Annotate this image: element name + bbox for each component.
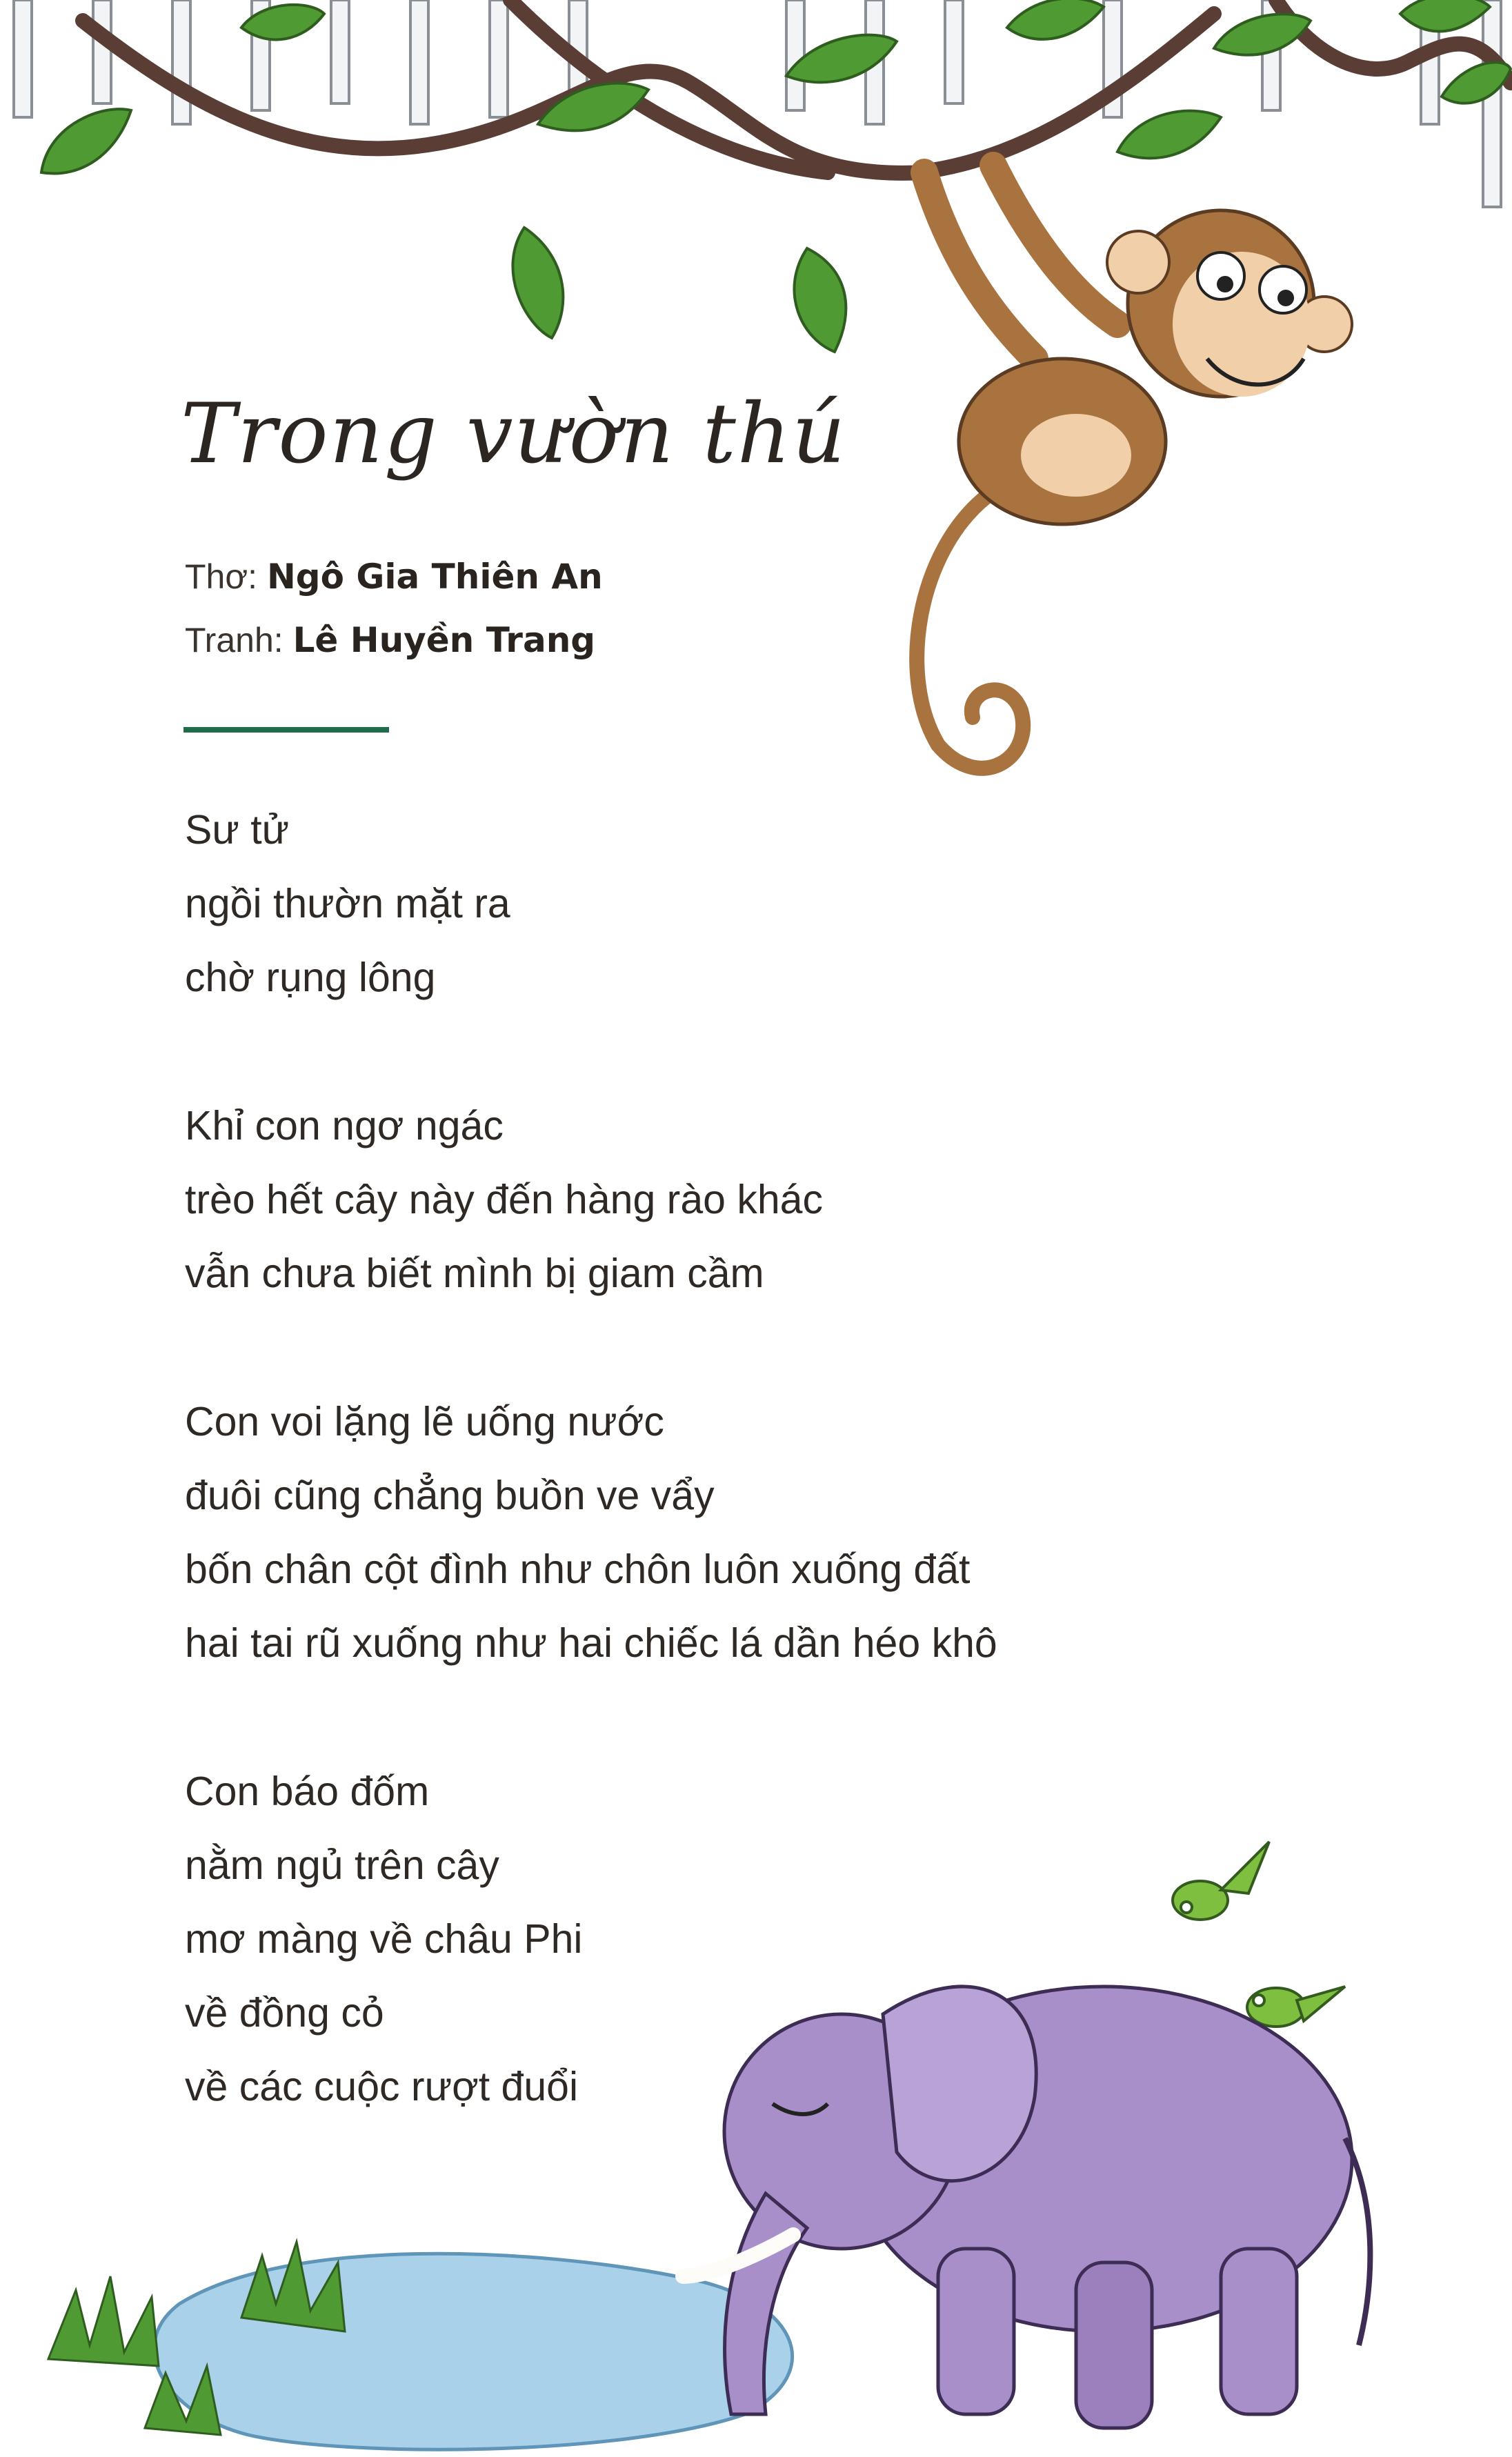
credits [185, 545, 603, 672]
poem-line: mơ màng về châu Phi [185, 1916, 583, 1962]
poem-line: về đồng cỏ [185, 1990, 384, 2036]
monkey-hanging-from-vine [917, 166, 1352, 768]
stanza-4 [185, 1755, 997, 2124]
poem-line: về các cuộc rượt đuổi [185, 2064, 579, 2109]
poem-line: trèo hết cây này đến hàng rào khác [185, 1177, 823, 1222]
poet-name: Ngô Gia Thiên An [266, 557, 603, 597]
poem-line: Sư tử [185, 807, 290, 853]
illustrator-credit [185, 608, 603, 672]
poem-body [185, 793, 997, 2198]
poem-line: Con voi lặng lẽ uống nước [185, 1399, 664, 1444]
stanza-3 [185, 1385, 997, 1680]
poem-line: chờ rụng lông [185, 955, 436, 1000]
poem-line: nằm ngủ trên cây [185, 1842, 499, 1888]
poem-line: đuôi cũng chẳng buồn ve vẩy [185, 1473, 715, 1518]
poem-line: hai tai rũ xuống như hai chiếc lá dần héo khô [185, 1620, 997, 1666]
stanza-2 [185, 1089, 997, 1311]
stanza-1 [185, 793, 997, 1015]
title-divider [183, 727, 389, 733]
poem-title: Trong vườn thú [181, 386, 847, 482]
illustrator-label: Tranh: [185, 621, 284, 659]
poem-line: Con báo đốm [185, 1769, 430, 1814]
illustrator-name: Lê Huyền Trang [292, 620, 596, 660]
poem-line: ngồi thườn mặt ra [185, 881, 510, 926]
poet-label: Thơ: [185, 557, 258, 596]
poem-line: bốn chân cột đình như chôn luôn xuống đất [185, 1546, 971, 1592]
poet-credit [185, 545, 603, 608]
poem-line: vẫn chưa biết mình bị giam cầm [185, 1251, 764, 1296]
blue-pond [155, 2254, 793, 2449]
poem-line: Khỉ con ngơ ngác [185, 1103, 504, 1148]
